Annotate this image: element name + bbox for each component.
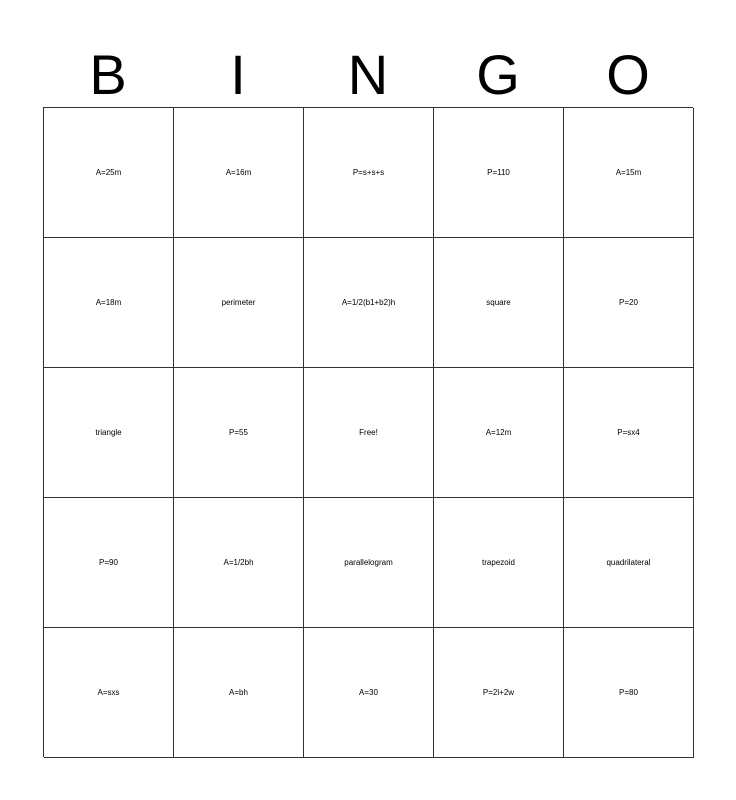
bingo-cell-r5-c1: A=sxs bbox=[44, 628, 174, 758]
header-letter-g: G bbox=[476, 43, 520, 106]
bingo-cell-r2-c1: A=18m bbox=[44, 238, 174, 368]
bingo-cell-r2-c4: square bbox=[434, 238, 564, 368]
bingo-cell-r4-c1: P=90 bbox=[44, 498, 174, 628]
bingo-cell-r1-c2: A=16m bbox=[174, 108, 304, 238]
bingo-cell-r3-c2: P=55 bbox=[174, 368, 304, 498]
bingo-header bbox=[43, 44, 693, 106]
header-letter-i: I bbox=[230, 43, 246, 106]
bingo-cell-r4-c4: trapezoid bbox=[434, 498, 564, 628]
bingo-cell-r5-c3: A=30 bbox=[304, 628, 434, 758]
header-letter-b: B bbox=[89, 43, 127, 106]
bingo-cell-r5-c2: A=bh bbox=[174, 628, 304, 758]
bingo-cell-r4-c2: A=1/2bh bbox=[174, 498, 304, 628]
bingo-cell-r3-c1: triangle bbox=[44, 368, 174, 498]
header-letter-o: O bbox=[606, 43, 650, 106]
bingo-cell-r4-c5: quadrilateral bbox=[564, 498, 694, 628]
bingo-cell-r2-c5: P=20 bbox=[564, 238, 694, 368]
bingo-cell-r2-c3: A=1/2(b1+b2)h bbox=[304, 238, 434, 368]
header-letter-n: N bbox=[347, 43, 389, 106]
bingo-cell-r4-c3: parallelogram bbox=[304, 498, 434, 628]
bingo-cell-r1-c3: P=s+s+s bbox=[304, 108, 434, 238]
bingo-cell-r1-c1: A=25m bbox=[44, 108, 174, 238]
bingo-card bbox=[43, 107, 693, 757]
bingo-cell-r3-c4: A=12m bbox=[434, 368, 564, 498]
bingo-cell-r3-c3-free: Free! bbox=[304, 368, 434, 498]
bingo-cell-r5-c5: P=80 bbox=[564, 628, 694, 758]
bingo-cell-r2-c2: perimeter bbox=[174, 238, 304, 368]
bingo-cell-r1-c4: P=110 bbox=[434, 108, 564, 238]
bingo-cell-r5-c4: P=2l+2w bbox=[434, 628, 564, 758]
bingo-cell-r3-c5: P=sx4 bbox=[564, 368, 694, 498]
bingo-cell-r1-c5: A=15m bbox=[564, 108, 694, 238]
